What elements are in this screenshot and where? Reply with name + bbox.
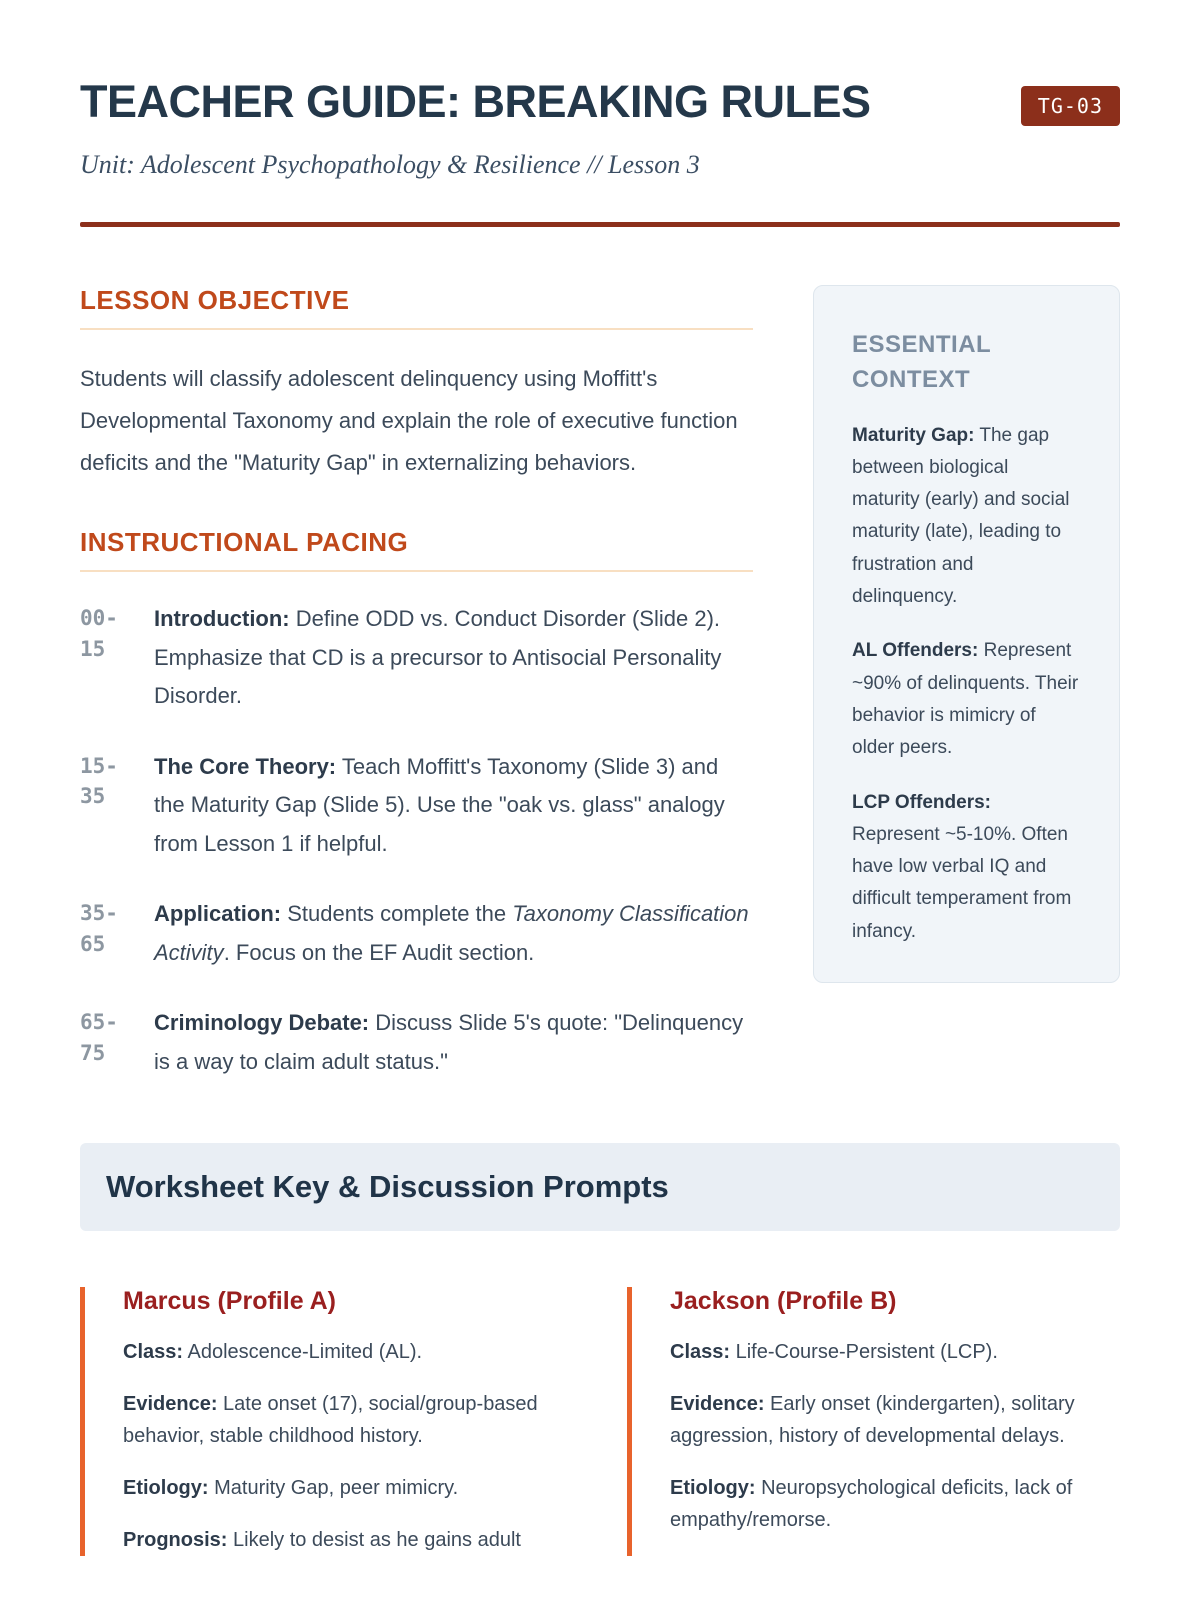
profile-field [123, 1336, 573, 1368]
pacing-activity-name: Taxonomy Classification Activity [154, 901, 749, 965]
profile-field-label: Class: [670, 1341, 731, 1364]
profile-field [123, 1472, 573, 1504]
lesson-column [80, 285, 753, 1113]
profile-field [670, 1336, 1120, 1368]
context-note [852, 635, 1081, 764]
profile-field-label: Class: [123, 1341, 184, 1364]
worksheet-title: Worksheet Key & Discussion Prompts [106, 1169, 669, 1205]
context-note-label: LCP Offenders: [852, 791, 992, 813]
context-note [852, 420, 1081, 614]
profile-field-text: Early onset (kindergarten), solitary aggression, history of developmental delays. [670, 1393, 1075, 1448]
pacing-time-line: 35 [80, 784, 106, 809]
profile-field-label: Prognosis: [123, 1529, 228, 1552]
pacing-time-line: 65 [80, 931, 106, 956]
pacing-list [80, 600, 753, 1081]
header [80, 78, 1120, 227]
pacing-time-line: 00- [80, 606, 118, 631]
profile-field-text: Neuropsychological deficits, lack of empathy/remorse. [670, 1477, 1073, 1532]
pacing-time-line: 65- [80, 1010, 118, 1035]
profile-field-label: Evidence: [123, 1393, 218, 1416]
context-note [852, 787, 1081, 948]
pacing-body: Discuss Slide 5's quote: "Delinquency is a way to claim adult status." [154, 1010, 744, 1074]
pacing-label: The Core Theory: [154, 753, 337, 779]
profile-field-text: Likely to desist as he gains adult [227, 1529, 521, 1552]
profile-field [670, 1388, 1120, 1452]
profile-field-text: Life-Course-Persistent (LCP). [730, 1341, 998, 1364]
essential-context-heading: ESSENTIAL CONTEXT [852, 331, 991, 393]
profile-field-text: Maturity Gap, peer mimicry. [208, 1477, 459, 1500]
pacing-time-line: 15- [80, 753, 118, 778]
pacing-time-line: 75 [80, 1040, 106, 1065]
pacing-label: Criminology Debate: [154, 1010, 370, 1036]
profile-field-label: Evidence: [670, 1393, 765, 1416]
profile-field-label: Etiology: [123, 1477, 209, 1500]
pacing-body: Define ODD vs. Conduct Disorder (Slide 2). Emphasize that CD is a precursor to Antisocial Personality Disorder. [154, 606, 722, 709]
page-title: TEACHER GUIDE: BREAKING RULES [80, 76, 871, 127]
pacing-time [80, 600, 142, 716]
context-note-label: AL Offenders: [852, 640, 979, 662]
profiles-grid [80, 1287, 1120, 1556]
pacing-text [154, 748, 753, 864]
pacing-item [80, 895, 753, 972]
doc-code-badge: TG-03 [1021, 86, 1120, 126]
pacing-time [80, 895, 142, 972]
pacing-time-line: 15 [80, 636, 106, 661]
pacing-body: Teach Moffitt's Taxonomy (Slide 3) and the Maturity Gap (Slide 5). Use the "oak vs. glass" analogy from Lesson 1 if helpful. [154, 753, 725, 856]
pacing-body: . Focus on the EF Audit section. [223, 939, 535, 965]
profile-field-text: Adolescence-Limited (AL). [183, 1341, 423, 1364]
profile-title: Marcus (Profile A) [123, 1287, 337, 1316]
context-note-text: Represent ~5-10%. Often have low verbal IQ and difficult temperament from infancy. [852, 823, 1072, 942]
main-content-grid [80, 285, 1120, 1113]
profile-field [123, 1388, 573, 1452]
worksheet-banner [80, 1143, 1120, 1231]
context-note-text: Represent ~90% of delinquents. Their behavior is mimicry of older peers. [852, 640, 1079, 759]
pacing-time-line: 35- [80, 901, 118, 926]
header-divider [80, 222, 1120, 227]
context-note-text: The gap between biological maturity (early) and social maturity (late), leading to frustration and delinquency. [852, 424, 1070, 608]
profile-field [123, 1524, 573, 1556]
pacing-label: Application: [154, 901, 282, 927]
pacing-body: Students complete the [281, 901, 513, 927]
context-note-label: Maturity Gap: [852, 424, 975, 446]
lesson-objective-heading: LESSON OBJECTIVE [80, 285, 753, 330]
lesson-objective-section [80, 285, 753, 483]
essential-context-card [813, 285, 1120, 983]
profile-card-jackson [627, 1287, 1120, 1556]
pacing-item [80, 600, 753, 716]
profile-title: Jackson (Profile B) [670, 1287, 897, 1316]
pacing-text [154, 600, 753, 716]
profile-field [670, 1472, 1120, 1536]
profile-field-label: Etiology: [670, 1477, 756, 1500]
pacing-time [80, 748, 142, 864]
profile-card-marcus [80, 1287, 573, 1556]
instructional-pacing-section [80, 527, 753, 1081]
pacing-time [80, 1004, 142, 1081]
title-row [80, 78, 1120, 126]
pacing-label: Introduction: [154, 606, 290, 632]
pacing-text [154, 1004, 753, 1081]
profile-field-text: Late onset (17), social/group-based behavior, stable childhood history. [123, 1393, 538, 1448]
pacing-text [154, 895, 753, 972]
lesson-objective-text: Students will classify adolescent delinquency using Moffitt's Developmental Taxonomy and explain the role of executive function deficits and the "Maturity Gap" in externalizing behaviors. [80, 366, 738, 475]
pacing-item [80, 1004, 753, 1081]
unit-subtitle: Unit: Adolescent Psychopathology & Resilience // Lesson 3 [80, 150, 700, 179]
pacing-item [80, 748, 753, 864]
instructional-pacing-heading: INSTRUCTIONAL PACING [80, 527, 753, 572]
